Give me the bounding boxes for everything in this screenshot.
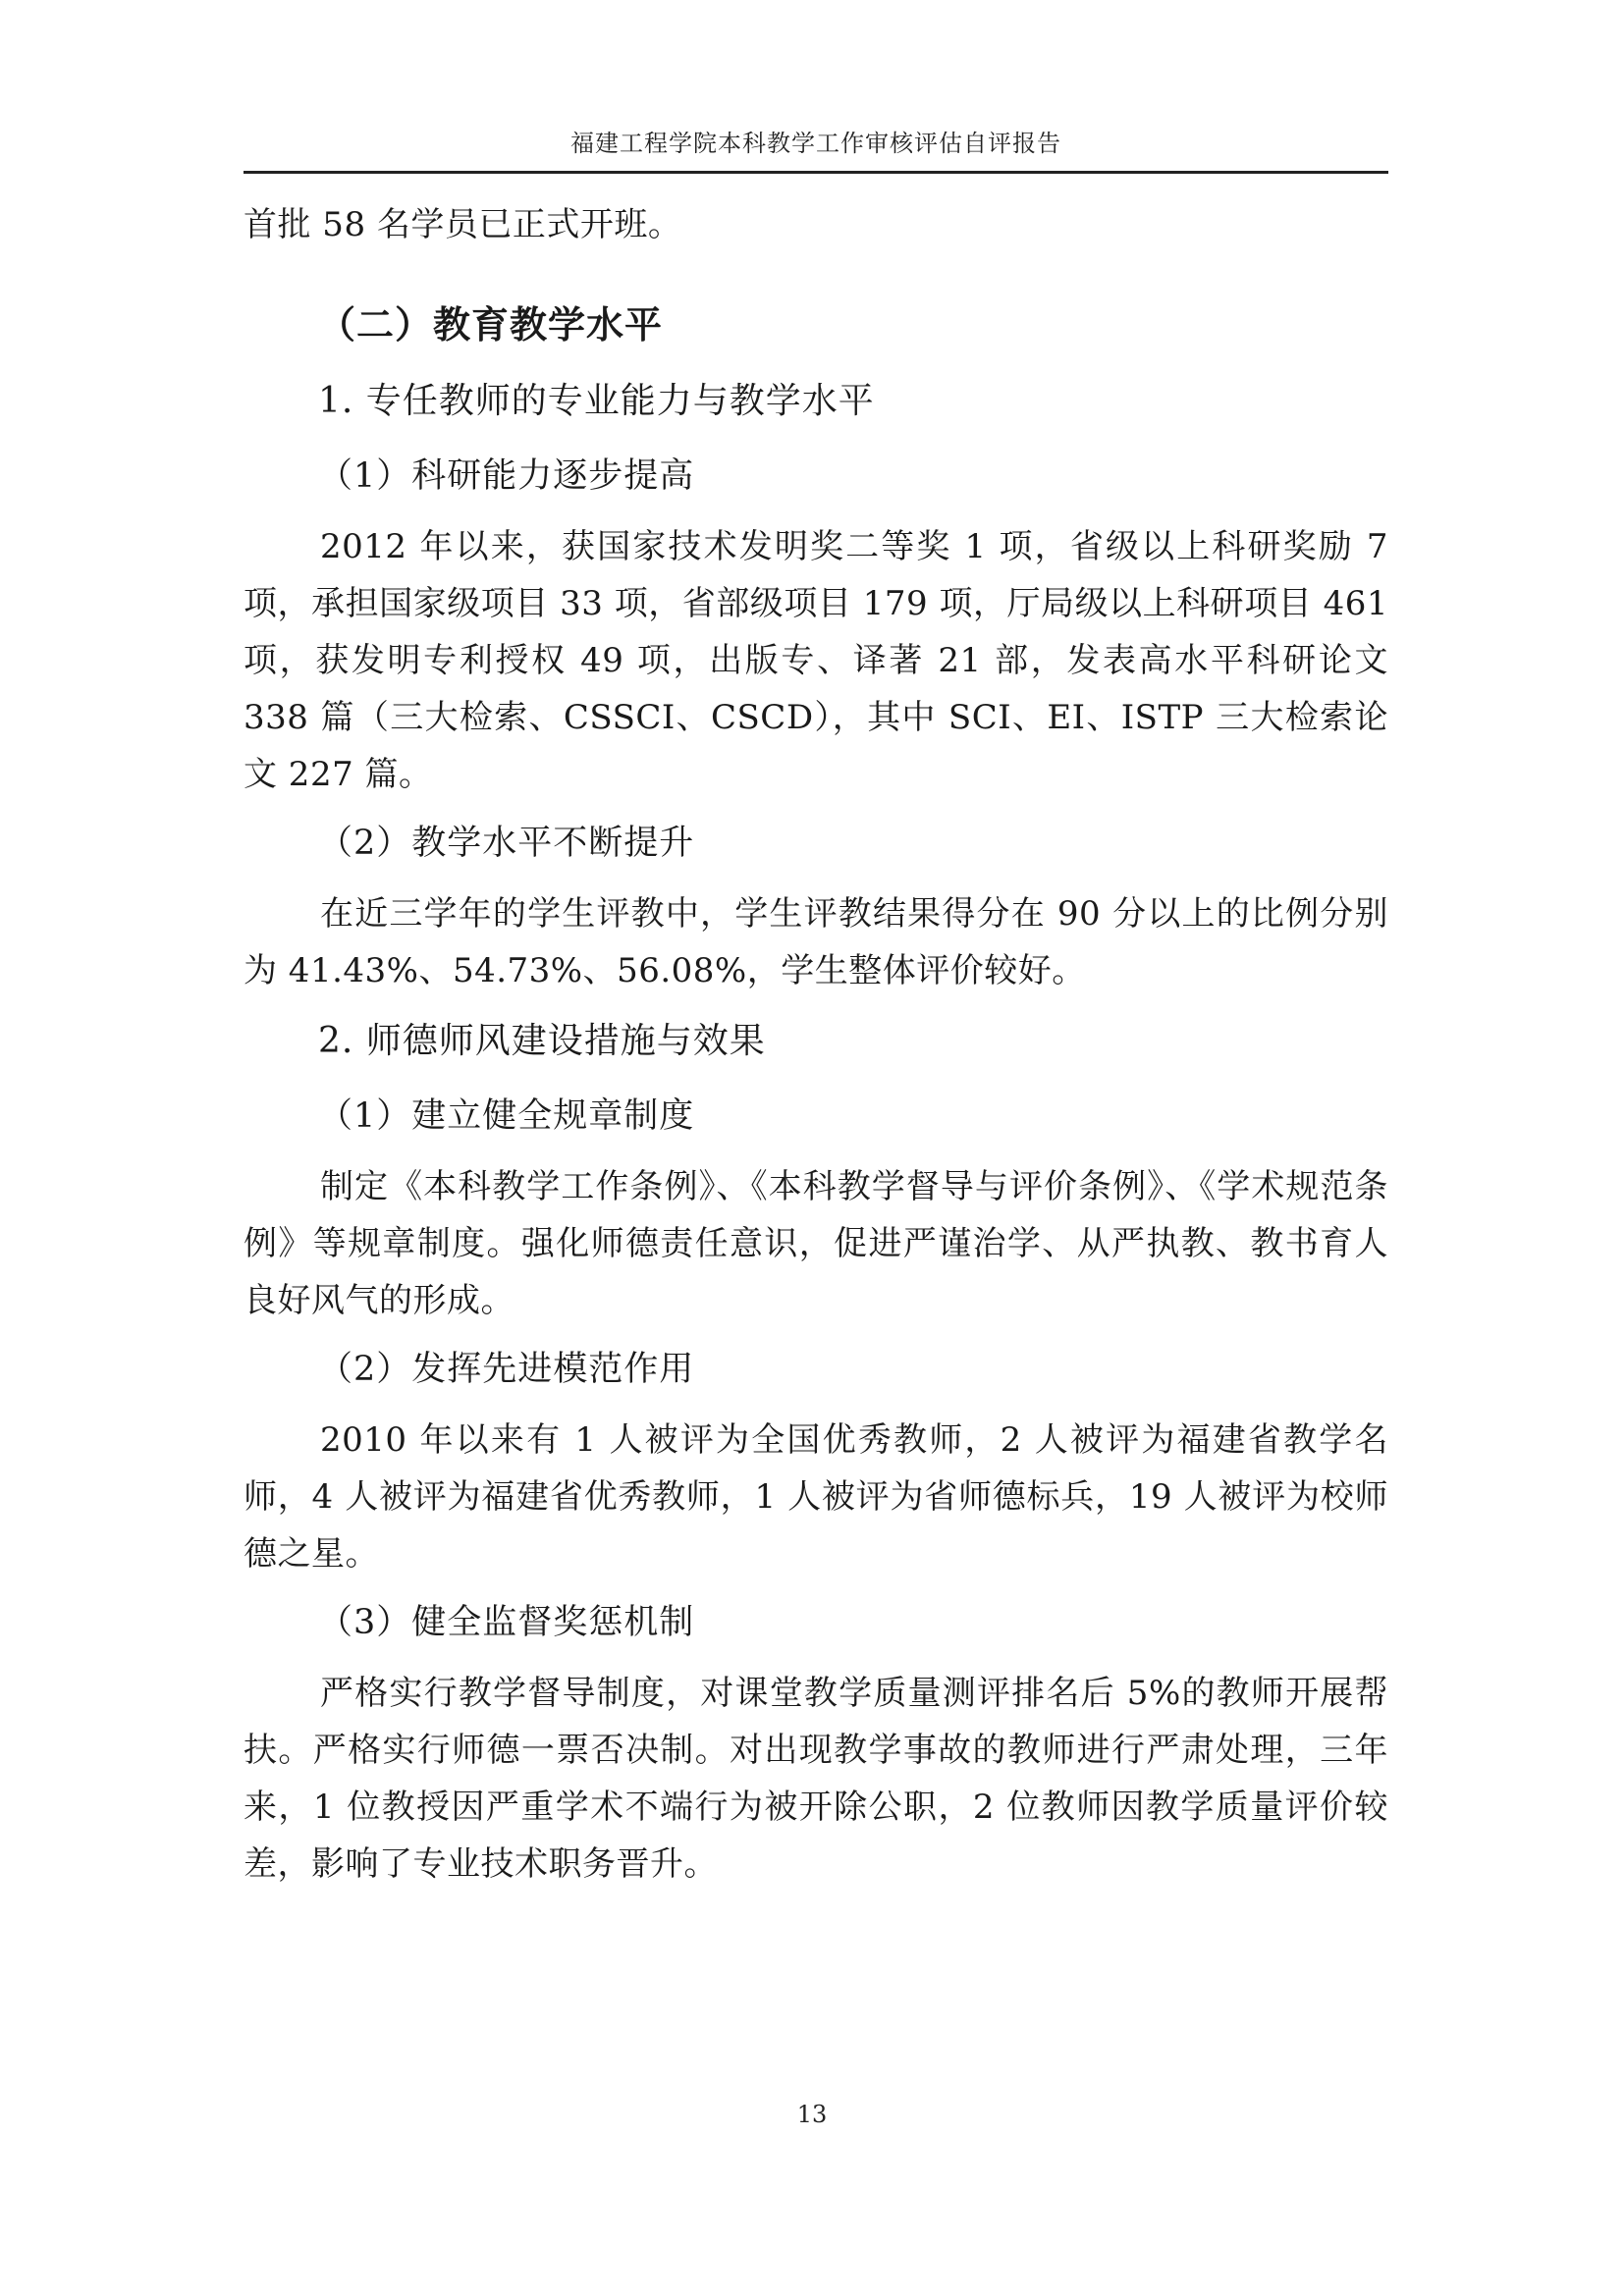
item-heading-rules: （1）建立健全规章制度 (318, 1096, 695, 1136)
section-heading: （二）教育教学水平 (318, 302, 664, 347)
paragraph-models: 2010 年以来有 1 人被评为全国优秀教师，2 人被评为福建省教学名师，4 人被评为福建省优秀教师，1 人被评为省师德标兵，19 人被评为校师德之星。 (244, 1420, 1388, 1574)
subsection-heading-1: 1. 专任教师的专业能力与教学水平 (318, 381, 875, 421)
document-body (244, 196, 1388, 1893)
intro-paragraph: 首批 58 名学员已正式开班。 (244, 205, 682, 244)
paragraph-teaching: 在近三学年的学生评教中，学生评教结果得分在 90 分以上的比例分别为 41.43%、54.73%、56.08%，学生整体评价较好。 (244, 894, 1388, 990)
header-title: 福建工程学院本科教学工作审核评估自评报告 (570, 130, 1061, 157)
item-heading-research: （1）科研能力逐步提高 (318, 456, 695, 496)
page-header (244, 126, 1388, 174)
item-heading-models: （2）发挥先进模范作用 (318, 1350, 695, 1389)
paragraph-supervision: 严格实行教学督导制度，对课堂教学质量测评排名后 5%的教师开展帮扶。严格实行师德一票否决制。对出现教学事故的教师进行严肃处理，三年来，1 位教授因严重学术不端行为被开除公职，2 位教师因教学质量评价较差，影响了专业技术职务晋升。 (244, 1674, 1388, 1884)
paragraph-research: 2012 年以来，获国家技术发明奖二等奖 1 项，省级以上科研奖励 7 项，承担国家级项目 33 项，省部级项目 179 项，厅局级以上科研项目 461 项，获发明专利授权 49 项，出版专、译著 21 部，发表高水平科研论文 338 篇（三大检索、CSSCI、CSCD），其中 SCI、EI、ISTP 三大检索论文 227 篇。 (244, 527, 1388, 794)
item-heading-supervision: （3）健全监督奖惩机制 (318, 1603, 695, 1642)
item-heading-teaching: （2）教学水平不断提升 (318, 824, 695, 863)
page-number: 13 (796, 2101, 828, 2128)
subsection-heading-2: 2. 师德师风建设措施与效果 (318, 1021, 766, 1061)
paragraph-rules: 制定《本科教学工作条例》、《本科教学督导与评价条例》、《学术规范条例》等规章制度。强化师德责任意识，促进严谨治学、从严执教、教书育人良好风气的形成。 (244, 1167, 1388, 1320)
